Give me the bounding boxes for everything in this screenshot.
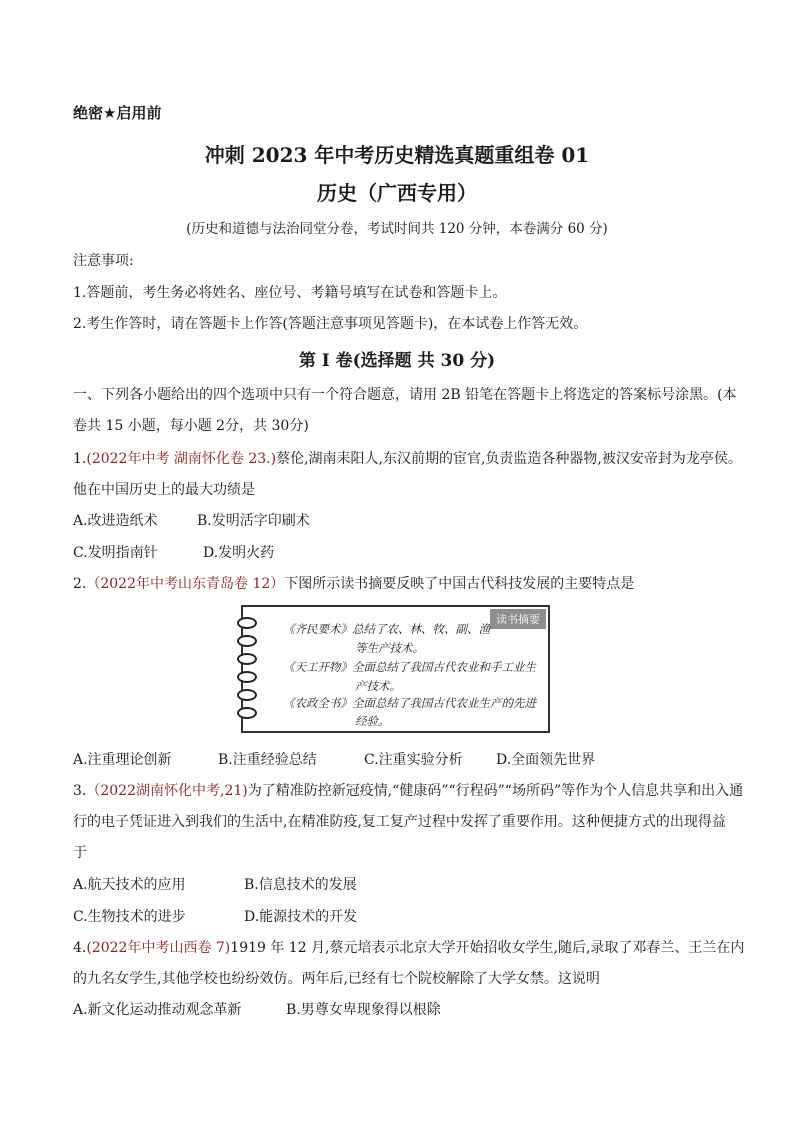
question-2-option-c: C.注重实验分析: [364, 752, 463, 768]
question-2-option-a: A.注重理论创新: [73, 752, 172, 768]
question-1-option-a: A.改进造纸术: [73, 513, 158, 529]
figure-line-2: 等生产技术。: [355, 641, 424, 655]
figure-line-6: 经验。: [355, 714, 390, 728]
notes-heading: 注意事项:: [73, 253, 134, 269]
question-1-stem-line-2: 他在中国历史上的最大功绩是: [73, 482, 255, 498]
section-intro-line-2: 卷共 15 小题，每小题 2分，共 30分): [73, 418, 309, 434]
question-1-source: (2022年中考 湖南怀化卷 23.): [86, 451, 277, 467]
ring-icon: [237, 635, 257, 647]
figure-line-5: 《农政全书》全面总结了我国古代农业生产的先进: [283, 696, 536, 710]
question-4-stem-line-2: 的九名女学生,其他学校也纷纷效仿。两年后,已经有七个院校解除了大学女禁。这说明: [73, 971, 600, 987]
ring-icon: [237, 671, 257, 683]
question-3-option-c: C.生物技术的进步: [73, 909, 186, 925]
question-3-option-b: B.信息技术的发展: [244, 877, 357, 893]
notes-item-2: 2.考生作答时，请在答题卡上作答(答题注意事项见答题卡)，在本试卷上作答无效。: [73, 316, 588, 332]
question-4-source: (2022年中考山西卷 7): [86, 940, 231, 956]
question-3-option-a: A.航天技术的应用: [73, 877, 186, 893]
paper-subtitle: 历史（广西专用）: [317, 181, 477, 205]
question-1-option-d: D.发明火药: [203, 545, 275, 561]
question-1-stem: 蔡伦,湖南耒阳人,东汉前期的宦官,负责监造各种器物,被汉安帝封为龙亭侯。: [276, 451, 742, 467]
figure-tag: 读书摘要: [490, 609, 546, 629]
question-1-option-b: B.发明活字印刷术: [197, 513, 310, 529]
question-3-stem: 为了精准防控新冠疫情,“健康码”“行程码”“场所码”等作为个人信息共享和出入通: [247, 783, 744, 799]
notebook-rings: [237, 617, 257, 721]
question-2-number: 2.: [73, 576, 87, 592]
question-3-source: （2022湖南怀化中考,21): [86, 783, 248, 799]
figure-line-3: 《天工开物》全面总结了我国古代农业和手工业生: [283, 660, 536, 674]
question-4-option-a: A.新文化运动推动观念革新: [73, 1002, 242, 1018]
question-1-number: 1.: [73, 451, 87, 467]
question-2-option-b: B.注重经验总结: [218, 752, 317, 768]
exam-note: (历史和道德与法治同堂分卷，考试时间共 120 分钟，本卷满分 60 分): [186, 221, 608, 237]
ring-icon: [237, 689, 257, 701]
ring-icon: [237, 617, 257, 629]
figure-line-1: 《齐民要术》总结了农、林、牧、副、渔: [283, 622, 490, 636]
ring-icon: [237, 707, 257, 719]
question-2-option-d: D.全面领先世界: [496, 752, 596, 768]
question-3-stem-line-1: [73, 780, 743, 800]
section-intro-line-1: 一、下列各小题给出的四个选项中只有一个符合题意，请用 2B 铅笔在答题卡上将选定的答案标号涂黑。(本: [73, 387, 737, 403]
figure-line-4: 产技术。: [355, 679, 401, 693]
question-1-stem-line-1: [73, 448, 742, 468]
question-3-number: 3.: [73, 783, 87, 799]
question-4-number: 4.: [73, 940, 87, 956]
question-3-stem-line-2: 行的电子凭证进入到我们的生活中,在精准防疫,复工复产过程中发挥了重要作用。这种便捷方式的出现得益: [73, 814, 726, 830]
question-3-stem-line-3: 于: [73, 845, 87, 861]
paper-title: 冲刺 2023 年中考历史精选真题重组卷 01: [204, 143, 590, 167]
question-2-source: （2022年中考山东青岛卷 12）: [86, 576, 285, 592]
ring-icon: [237, 653, 257, 665]
question-4-stem-line-1: [73, 937, 744, 957]
confidential-mark: 绝密★启用前: [73, 104, 162, 122]
section-title: 第 I 卷(选择题 共 30 分): [298, 351, 496, 371]
question-2-stem: [73, 573, 634, 593]
question-4-option-b: B.男尊女卑现象得以根除: [286, 1002, 441, 1018]
question-3-option-d: D.能源技术的开发: [244, 909, 358, 925]
reading-notes-figure: [241, 605, 550, 733]
notes-item-1: 1.答题前，考生务必将姓名、座位号、考籍号填写在试卷和答题卡上。: [73, 285, 507, 301]
question-2-stem-text: 下图所示读书摘要反映了中国古代科技发展的主要特点是: [284, 576, 635, 592]
question-1-option-c: C.发明指南针: [73, 545, 158, 561]
question-4-stem: 1919 年 12 月,蔡元培表示北京大学开始招收女学生,随后,录取了邓春兰、王兰在内: [230, 940, 745, 956]
